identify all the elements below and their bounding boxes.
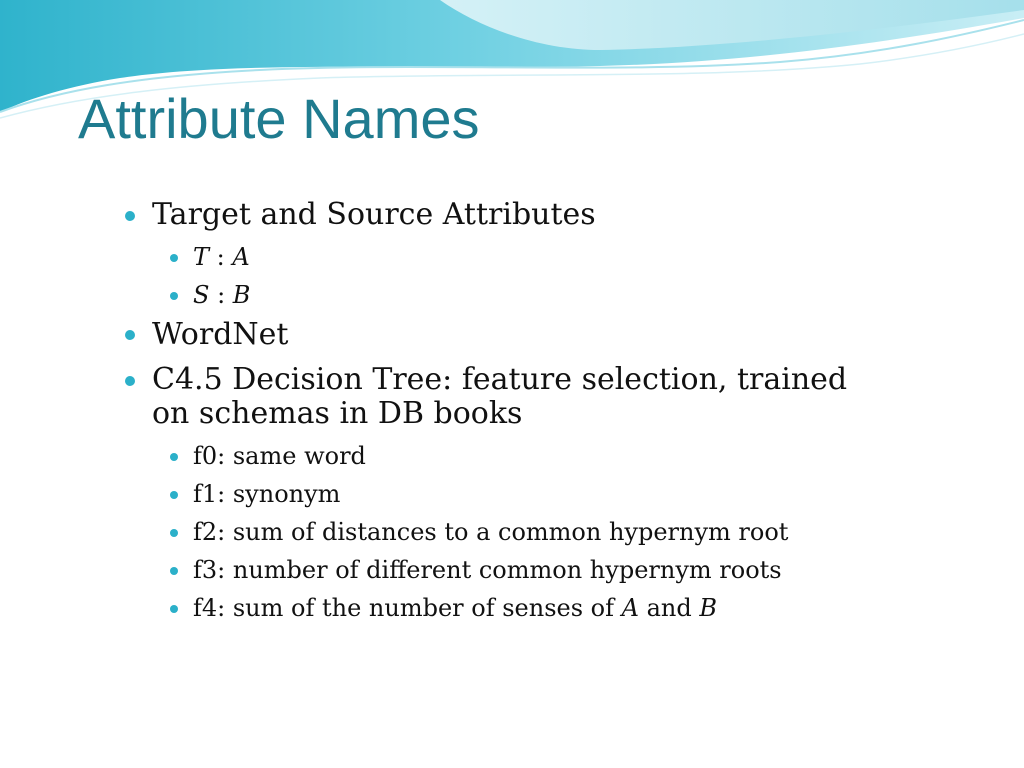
sub-bullet-item: f1: synonym <box>193 480 341 508</box>
bullet-item: Target and Source Attributes <box>152 197 596 232</box>
bullet-dot-icon <box>170 567 178 575</box>
sub-bullet-item: f2: sum of distances to a common hypernym root <box>193 518 789 546</box>
bullet-dot-icon <box>170 529 178 537</box>
separator: : <box>209 243 233 271</box>
bullet-item: WordNet <box>152 317 289 352</box>
target-symbol: T <box>193 243 210 271</box>
attribute-a: A <box>232 243 250 271</box>
slide-title: Attribute Names <box>78 87 480 150</box>
source-symbol: S <box>193 281 210 309</box>
bullet-dot-icon <box>125 376 135 386</box>
sub-bullet-item <box>193 242 250 272</box>
bullet-item-line-2: on schemas in DB books <box>152 396 523 431</box>
bullet-dot-icon <box>170 491 178 499</box>
separator: : <box>209 281 233 309</box>
f4-prefix: f4: sum of the number of senses of <box>193 594 622 622</box>
sub-bullet-item: f3: number of different common hypernym roots <box>193 556 782 584</box>
bullet-dot-icon <box>125 330 135 340</box>
bullet-dot-icon <box>170 254 178 262</box>
attribute-b: B <box>232 281 251 309</box>
bullet-dot-icon <box>170 292 178 300</box>
sub-bullet-item <box>193 280 250 310</box>
attribute-a: A <box>621 594 639 622</box>
bullet-dot-icon <box>170 453 178 461</box>
conjunction: and <box>638 594 700 622</box>
bullet-item-line-1: C4.5 Decision Tree: feature selection, trained <box>152 362 848 397</box>
bullet-dot-icon <box>125 211 135 221</box>
attribute-b: B <box>699 594 717 622</box>
sub-bullet-item: f0: same word <box>193 442 366 470</box>
bullet-dot-icon <box>170 605 178 613</box>
sub-bullet-item <box>193 593 717 623</box>
